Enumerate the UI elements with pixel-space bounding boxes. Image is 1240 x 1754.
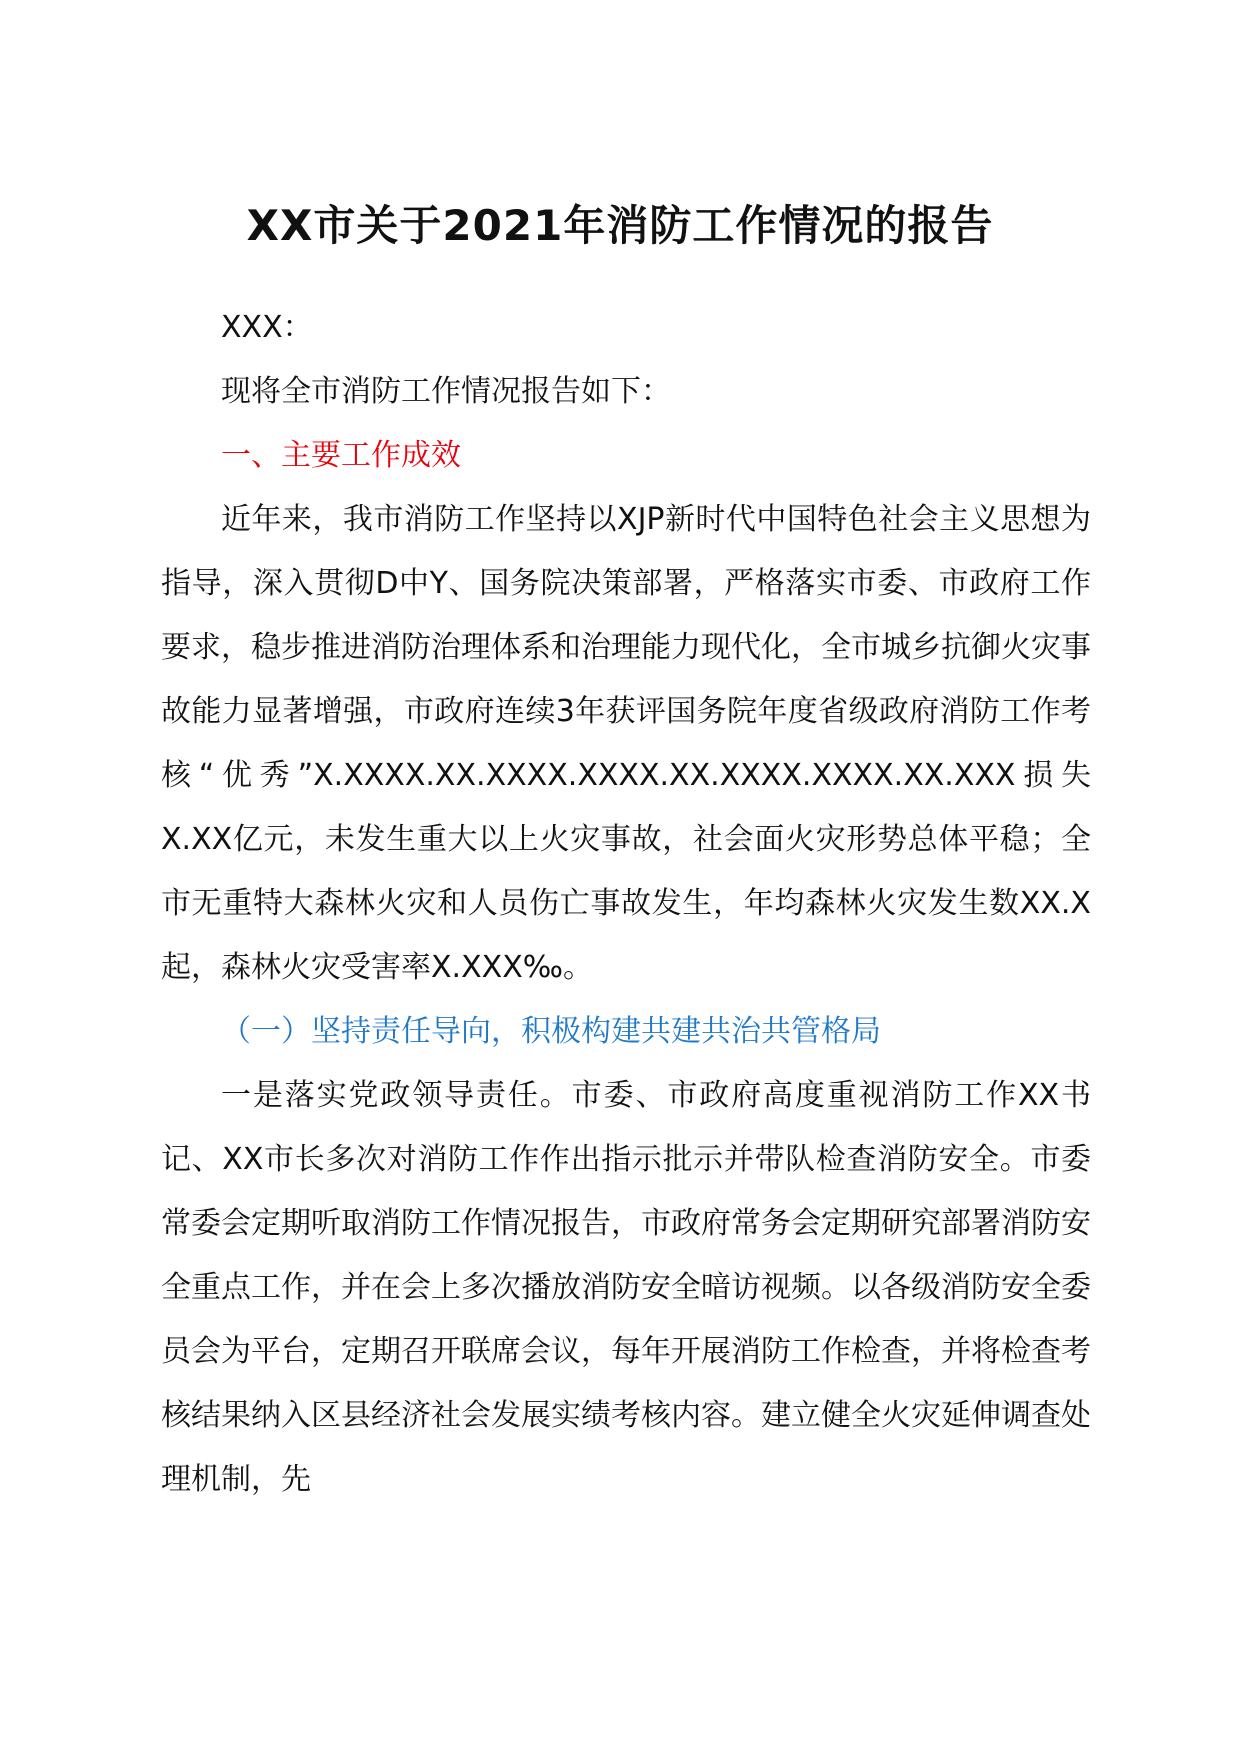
subsection-heading-responsibility: （一）坚持责任导向，积极构建共建共治共管格局 <box>221 1014 881 1049</box>
paragraph-overview: 近年来，我市消防工作坚持以XJP新时代中国特色社会主义思想为指导，深入贯彻D中Y、国务院决策部署，严格落实市委、市政府工作要求，稳步推进消防治理体系和治理能力现代化，全市城乡抗御火灾事故能力显著增强，市政府连续3年获评国务院年度省级政府消防工作考核“优秀”X.XXXX.XX.XXXX.XXXX.XX.XXXX.XXXX.XX.XXX损失X.XX亿元，未发生重大以上火灾事故，社会面火灾形势总体平稳；全市无重特大森林火灾和人员伤亡事故发生，年均森林火灾发生数XX.X起，森林火灾受害率X.XXX‰。 <box>161 502 1091 985</box>
intro-paragraph: 现将全市消防工作情况报告如下： <box>221 374 671 409</box>
document-title: XX市关于2021年消防工作情况的报告 <box>246 201 994 250</box>
section-heading-main-achievements: 一、主要工作成效 <box>221 438 461 473</box>
document-body <box>161 296 1091 1512</box>
paragraph-leadership-responsibility: 一是落实党政领导责任。市委、市政府高度重视消防工作XX书记、XX市长多次对消防工作作出指示批示并带队检查消防安全。市委常委会定期听取消防工作情况报告，市政府常务会定期研究部署消防安全重点工作，并在会上多次播放消防安全暗访视频。以各级消防安全委员会为平台，定期召开联席会议，每年开展消防工作检查，并将检查考核结果纳入区县经济社会发展实绩考核内容。建立健全火灾延伸调查处理机制，先 <box>161 1078 1091 1497</box>
salutation: XXX： <box>221 310 313 345</box>
